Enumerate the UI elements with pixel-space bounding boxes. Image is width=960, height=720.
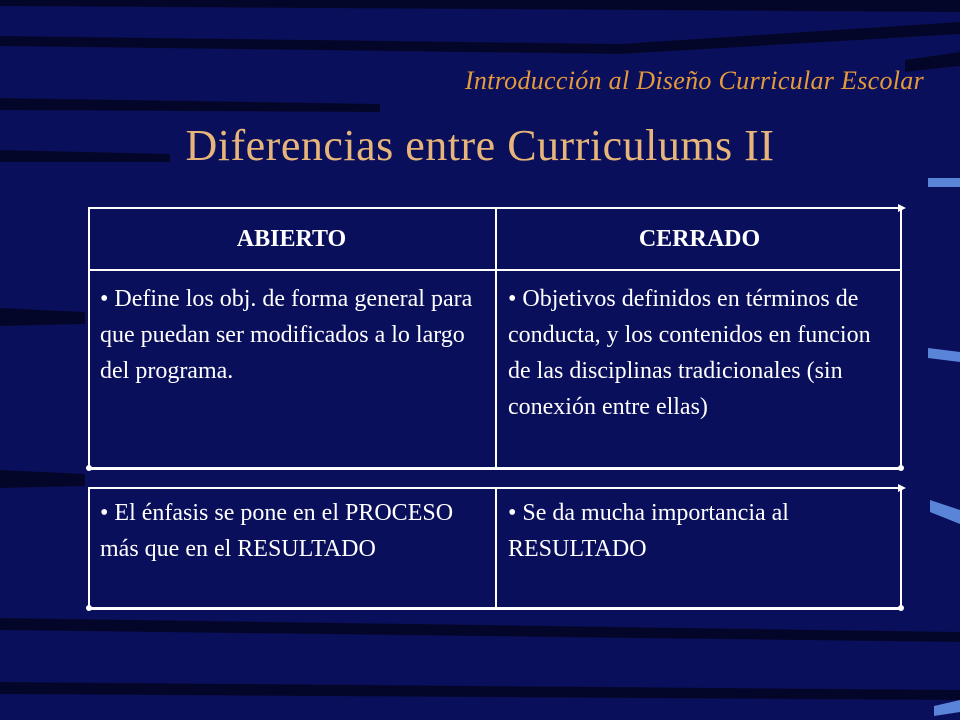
- table-border-left: [88, 487, 90, 609]
- corner-node: [898, 605, 904, 611]
- header-cerrado: CERRADO: [638, 226, 761, 252]
- corner-node: [898, 465, 904, 471]
- table-border-top: [88, 207, 900, 209]
- table-column-divider: [495, 487, 497, 609]
- table-border-right: [900, 487, 902, 609]
- table-border-top: [88, 487, 900, 489]
- cell-cerrado-objetivos: • Objetivos definidos en términos de conducta, y los contenidos en funcion de las disciplinas tradicionales (sin conexión entre ellas): [508, 286, 871, 420]
- header-abierto: ABIERTO: [236, 226, 347, 252]
- cell-abierto-objetivos: • Define los obj. de forma general para que puedan ser modificados a lo largo del programa.: [100, 286, 473, 384]
- comparison-table: [88, 207, 902, 469]
- slide-title: Diferencias entre Curriculums II: [185, 121, 775, 170]
- cell-abierto-enfasis: • El énfasis se pone en el PROCESO más que en el RESULTADO: [100, 500, 454, 562]
- corner-node: [86, 605, 92, 611]
- comparison-table-continued: [88, 487, 902, 609]
- corner-arrow: [898, 484, 906, 492]
- corner-node: [86, 465, 92, 471]
- cell-cerrado-resultado: • Se da mucha importancia al RESULTADO: [508, 500, 789, 562]
- slide-subtitle: Introducción al Diseño Curricular Escolar: [464, 66, 924, 95]
